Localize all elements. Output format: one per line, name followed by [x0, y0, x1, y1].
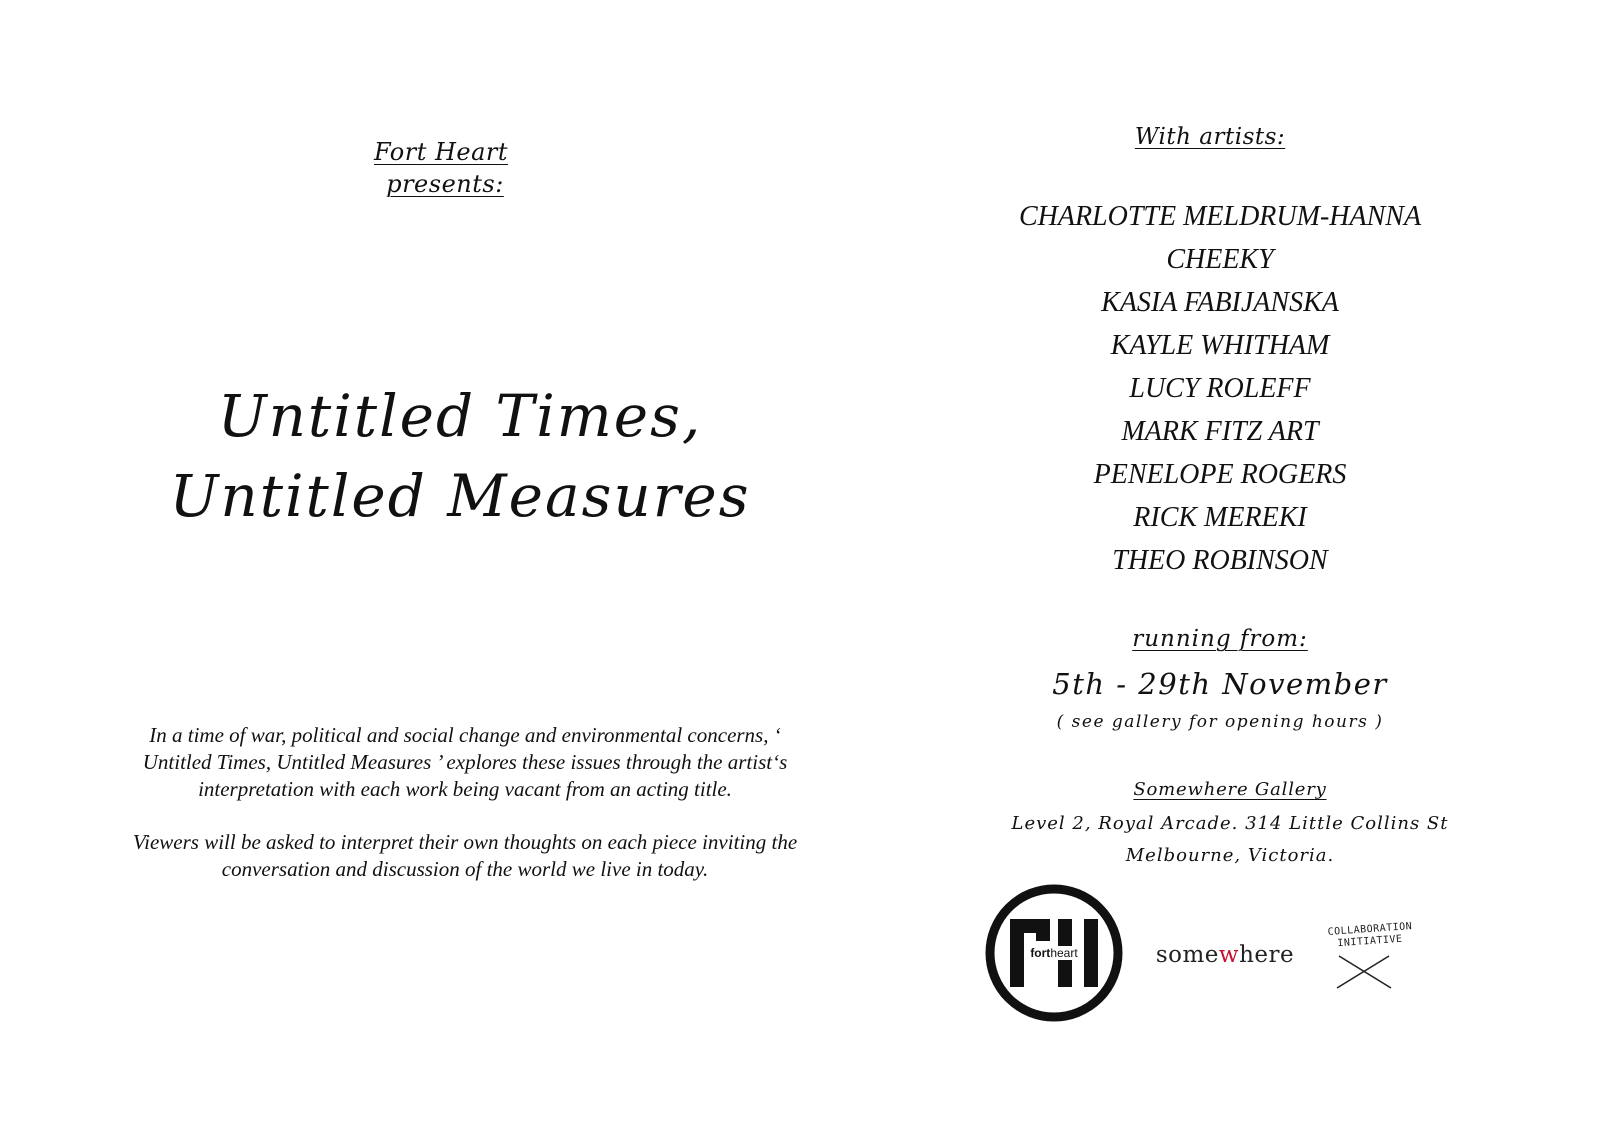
fortheart-logo — [984, 883, 1124, 1023]
somewhere-logo-part1: some — [1155, 942, 1219, 968]
somewhere-logo-part2: here — [1239, 942, 1295, 968]
gallery-name-text: Somewhere Gallery — [1133, 779, 1327, 800]
exhibition-dates: 5th - 29th November — [1052, 667, 1388, 701]
exhibition-title — [150, 376, 770, 536]
somewhere-logo-accent: w — [1218, 942, 1240, 968]
artists-heading-text: With artists: — [1134, 124, 1286, 150]
presenter-name: Fort Heart — [373, 138, 509, 166]
gallery-name — [1080, 778, 1380, 802]
exhibition-title-line2: Untitled Measures — [169, 462, 751, 530]
presenter-suffix: presents: — [386, 170, 504, 198]
artist-name: RICK MEREKI — [1133, 502, 1307, 533]
artist-name: THEO ROBINSON — [1112, 545, 1328, 576]
collaboration-initiative-logo — [1315, 921, 1425, 994]
gallery-address — [980, 808, 1480, 872]
cross-mark-icon — [1333, 952, 1393, 992]
running-heading — [1060, 624, 1380, 654]
somewhere-logo — [1150, 940, 1300, 970]
fortheart-wordmark-light: heart — [1050, 946, 1078, 960]
address-line-1: Level 2, Royal Arcade. 314 Little Collins St — [1011, 813, 1449, 834]
address-line-2: Melbourne, Victoria. — [1125, 845, 1335, 866]
artist-name: KAYLE WHITHAM — [1110, 330, 1330, 361]
opening-hours-note: ( see gallery for opening hours ) — [1056, 712, 1384, 732]
fortheart-wordmark — [1024, 946, 1084, 960]
collaboration-logo-line1: COLLABORATION — [1327, 921, 1413, 938]
artist-name: CHARLOTTE MELDRUM-HANNA — [1018, 201, 1422, 232]
artist-name: PENELOPE ROGERS — [1093, 459, 1347, 490]
exhibition-title-line1: Untitled Times, — [217, 382, 703, 450]
exhibition-description — [120, 722, 810, 909]
collaboration-logo-line2: INITIATIVE — [1337, 933, 1403, 950]
artist-name: LUCY ROLEFF — [1129, 373, 1311, 404]
presenter-credit — [330, 136, 560, 200]
artists-heading — [1060, 122, 1360, 152]
description-paragraph-1: In a time of war, political and social change and environmental concerns, ‘ Untitled Times, Untitled Measures ’ explores these issues through the artist‘s interpretation with each work being vacant from an acting title. — [142, 723, 788, 801]
artist-name: KASIA FABIJANSKA — [1101, 287, 1339, 318]
fortheart-wordmark-bold: fort — [1030, 946, 1051, 960]
artists-list — [950, 195, 1490, 582]
artist-name: CHEEKY — [1166, 244, 1274, 275]
running-heading-text: running from: — [1132, 626, 1308, 652]
description-paragraph-2: Viewers will be asked to interpret their own thoughts on each piece inviting the conversation and discussion of the world we live in today. — [132, 830, 798, 881]
artist-name: MARK FITZ ART — [1121, 416, 1319, 447]
